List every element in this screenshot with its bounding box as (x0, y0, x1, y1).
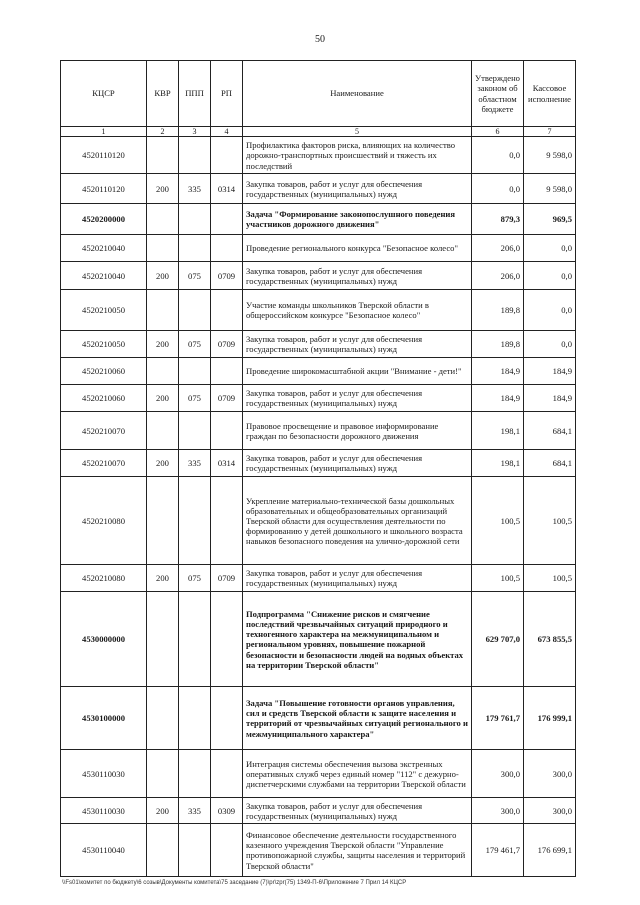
cell-cash: 9 598,0 (524, 174, 576, 204)
cell-approved: 189,8 (472, 331, 524, 358)
cell-kcsr: 4520210080 (61, 477, 147, 565)
cell-kvr (147, 290, 179, 331)
cell-kvr: 200 (147, 174, 179, 204)
cell-cash: 684,1 (524, 450, 576, 477)
cell-name: Закупка товаров, работ и услуг для обеспечения государственных (муниципальных) нужд (243, 565, 472, 592)
cell-kcsr: 4520210040 (61, 262, 147, 290)
cell-ppp (179, 477, 211, 565)
budget-table (60, 60, 576, 877)
cell-kvr: 200 (147, 262, 179, 290)
cell-cash: 184,9 (524, 385, 576, 412)
cell-kcsr: 4520210070 (61, 450, 147, 477)
cell-approved: 179 461,7 (472, 824, 524, 877)
cell-rp: 0709 (211, 331, 243, 358)
cell-kcsr: 4520210060 (61, 358, 147, 385)
cell-approved: 0,0 (472, 137, 524, 174)
cell-cash: 969,5 (524, 204, 576, 235)
cell-kcsr: 4530110040 (61, 824, 147, 877)
cell-rp (211, 358, 243, 385)
cell-name: Закупка товаров, работ и услуг для обеспечения государственных (муниципальных) нужд (243, 262, 472, 290)
cell-approved: 0,0 (472, 174, 524, 204)
cell-name: Профилактика факторов риска, влияющих на количество дорожно-транспортных происшествий и тяжесть их последствий (243, 137, 472, 174)
cell-approved: 184,9 (472, 358, 524, 385)
cell-approved: 879,3 (472, 204, 524, 235)
cell-name: Финансовое обеспечение деятельности государственного казенного учреждения Тверской области "Управление противопожарной службы, защиты населения и территорий Тверской области" (243, 824, 472, 877)
cell-name: Закупка товаров, работ и услуг для обеспечения государственных (муниципальных) нужд (243, 798, 472, 824)
cell-approved: 179 761,7 (472, 687, 524, 750)
cell-approved: 206,0 (472, 235, 524, 262)
cell-rp: 0709 (211, 385, 243, 412)
cell-cash: 100,5 (524, 477, 576, 565)
cell-cash: 0,0 (524, 262, 576, 290)
cell-rp: 0709 (211, 262, 243, 290)
cell-rp: 0314 (211, 450, 243, 477)
cell-kvr (147, 824, 179, 877)
cell-kcsr: 4520110120 (61, 137, 147, 174)
cell-rp (211, 477, 243, 565)
table-row (61, 174, 576, 204)
table-row (61, 262, 576, 290)
cell-rp: 0309 (211, 798, 243, 824)
table-row (61, 358, 576, 385)
cell-cash: 673 855,5 (524, 592, 576, 687)
table-row (61, 385, 576, 412)
cell-kvr: 200 (147, 798, 179, 824)
cell-rp (211, 687, 243, 750)
cell-name: Подпрограмма "Снижение рисков и смягчение последствий чрезвычайных ситуаций природного и техногенного характера на межмуниципальном и региональном уровнях, повышение пожарной безопасности и безопасности людей на водных объектах на территории Тверской области" (243, 592, 472, 687)
cell-kvr (147, 137, 179, 174)
cell-ppp: 075 (179, 331, 211, 358)
cell-kcsr: 4520210060 (61, 385, 147, 412)
cell-ppp: 075 (179, 262, 211, 290)
cell-name: Закупка товаров, работ и услуг для обеспечения государственных (муниципальных) нужд (243, 385, 472, 412)
column-number: 3 (179, 127, 211, 137)
cell-approved: 100,5 (472, 477, 524, 565)
cell-name: Задача "Формирование законопослушного поведения участников дорожного движения" (243, 204, 472, 235)
cell-kvr (147, 204, 179, 235)
cell-cash: 684,1 (524, 412, 576, 450)
table-row (61, 592, 576, 687)
cell-ppp (179, 750, 211, 798)
cell-name: Проведение регионального конкурса "Безопасное колесо" (243, 235, 472, 262)
cell-cash: 300,0 (524, 798, 576, 824)
table-body (61, 137, 576, 877)
cell-kcsr: 4530110030 (61, 750, 147, 798)
cell-approved: 100,5 (472, 565, 524, 592)
header-kcsr: КЦСР (61, 61, 147, 127)
cell-cash: 100,5 (524, 565, 576, 592)
cell-name: Закупка товаров, работ и услуг для обеспечения государственных (муниципальных) нужд (243, 331, 472, 358)
header-row (61, 61, 576, 127)
cell-cash: 0,0 (524, 331, 576, 358)
cell-ppp: 335 (179, 174, 211, 204)
table-row (61, 477, 576, 565)
cell-rp (211, 204, 243, 235)
table-row (61, 204, 576, 235)
cell-kcsr: 4520210080 (61, 565, 147, 592)
cell-ppp (179, 137, 211, 174)
cell-kvr: 200 (147, 450, 179, 477)
cell-ppp (179, 235, 211, 262)
cell-approved: 198,1 (472, 450, 524, 477)
cell-ppp (179, 592, 211, 687)
cell-ppp (179, 412, 211, 450)
cell-kcsr: 4530000000 (61, 592, 147, 687)
cell-kvr: 200 (147, 331, 179, 358)
table-row (61, 412, 576, 450)
cell-kvr: 200 (147, 565, 179, 592)
column-number-row (61, 127, 576, 137)
cell-kvr (147, 750, 179, 798)
cell-approved: 184,9 (472, 385, 524, 412)
table-row (61, 450, 576, 477)
column-number: 5 (243, 127, 472, 137)
table-row (61, 824, 576, 877)
cell-ppp: 075 (179, 565, 211, 592)
cell-rp: 0709 (211, 565, 243, 592)
cell-cash: 176 999,1 (524, 687, 576, 750)
column-number: 6 (472, 127, 524, 137)
page-number: 50 (315, 34, 325, 45)
cell-rp (211, 750, 243, 798)
cell-kcsr: 4520200000 (61, 204, 147, 235)
cell-approved: 198,1 (472, 412, 524, 450)
cell-kvr (147, 235, 179, 262)
cell-kcsr: 4520110120 (61, 174, 147, 204)
cell-ppp: 075 (179, 385, 211, 412)
cell-rp (211, 412, 243, 450)
footer-file-path: \\Fs01\комитет по бюджету\6 созыв\Документы комитета\75 заседание (7)\pr\zpr(75) 1349-П-6\Приложение 7 Прил 14 КЦСР (62, 880, 407, 886)
cell-rp (211, 290, 243, 331)
header-ppp: ППП (179, 61, 211, 127)
header-name: Наименование (243, 61, 472, 127)
table-row (61, 565, 576, 592)
table-row (61, 331, 576, 358)
cell-kcsr: 4520210040 (61, 235, 147, 262)
cell-approved: 189,8 (472, 290, 524, 331)
cell-rp (211, 235, 243, 262)
cell-rp (211, 824, 243, 877)
column-number: 7 (524, 127, 576, 137)
header-approved: Утверждено законом об областном бюджете (472, 61, 524, 127)
cell-ppp (179, 290, 211, 331)
cell-name: Закупка товаров, работ и услуг для обеспечения государственных (муниципальных) нужд (243, 450, 472, 477)
cell-cash: 0,0 (524, 290, 576, 331)
cell-cash: 300,0 (524, 750, 576, 798)
cell-kvr (147, 477, 179, 565)
header-kvr: КВР (147, 61, 179, 127)
cell-name: Задача "Повышение готовности органов управления, сил и средств Тверской области к защите населения и территорий от чрезвычайных ситуаций регионального и межмуниципального характера" (243, 687, 472, 750)
cell-cash: 0,0 (524, 235, 576, 262)
table-row (61, 687, 576, 750)
table-row (61, 290, 576, 331)
cell-kvr (147, 592, 179, 687)
cell-kcsr: 4520210050 (61, 331, 147, 358)
cell-kcsr: 4520210070 (61, 412, 147, 450)
cell-approved: 629 707,0 (472, 592, 524, 687)
cell-kvr (147, 412, 179, 450)
cell-ppp (179, 358, 211, 385)
cell-approved: 300,0 (472, 798, 524, 824)
header-rp: РП (211, 61, 243, 127)
cell-approved: 206,0 (472, 262, 524, 290)
cell-name: Проведение широкомасштабной акции "Внимание - дети!" (243, 358, 472, 385)
table-row (61, 235, 576, 262)
header-cash: Кассовое исполнение (524, 61, 576, 127)
cell-rp (211, 137, 243, 174)
cell-kvr: 200 (147, 385, 179, 412)
cell-kcsr: 4520210050 (61, 290, 147, 331)
table-row (61, 798, 576, 824)
cell-ppp: 335 (179, 798, 211, 824)
cell-approved: 300,0 (472, 750, 524, 798)
cell-rp (211, 592, 243, 687)
cell-ppp (179, 824, 211, 877)
cell-name: Участие команды школьников Тверской области в общероссийском конкурсе "Безопасное колесо" (243, 290, 472, 331)
table-row (61, 750, 576, 798)
cell-name: Правовое просвещение и правовое информирование граждан по безопасности дорожного движения (243, 412, 472, 450)
cell-name: Закупка товаров, работ и услуг для обеспечения государственных (муниципальных) нужд (243, 174, 472, 204)
cell-ppp (179, 687, 211, 750)
column-number: 2 (147, 127, 179, 137)
cell-name: Интеграция системы обеспечения вызова экстренных оперативных служб через единый номер "112" с дежурно-диспетчерскими службами на территории Тверской области (243, 750, 472, 798)
cell-rp: 0314 (211, 174, 243, 204)
cell-cash: 184,9 (524, 358, 576, 385)
cell-kcsr: 4530100000 (61, 687, 147, 750)
cell-cash: 176 699,1 (524, 824, 576, 877)
cell-ppp: 335 (179, 450, 211, 477)
table-row (61, 137, 576, 174)
column-number: 4 (211, 127, 243, 137)
cell-cash: 9 598,0 (524, 137, 576, 174)
cell-kvr (147, 687, 179, 750)
cell-kcsr: 4530110030 (61, 798, 147, 824)
cell-name: Укрепление материально-технической базы дошкольных образовательных и общеобразовательных организаций Тверской области для осуществления деятельности по формированию у детей дошкольного и школьного возраста навыков безопасного поведения на улично-дорожной сети (243, 477, 472, 565)
column-number: 1 (61, 127, 147, 137)
cell-kvr (147, 358, 179, 385)
cell-ppp (179, 204, 211, 235)
